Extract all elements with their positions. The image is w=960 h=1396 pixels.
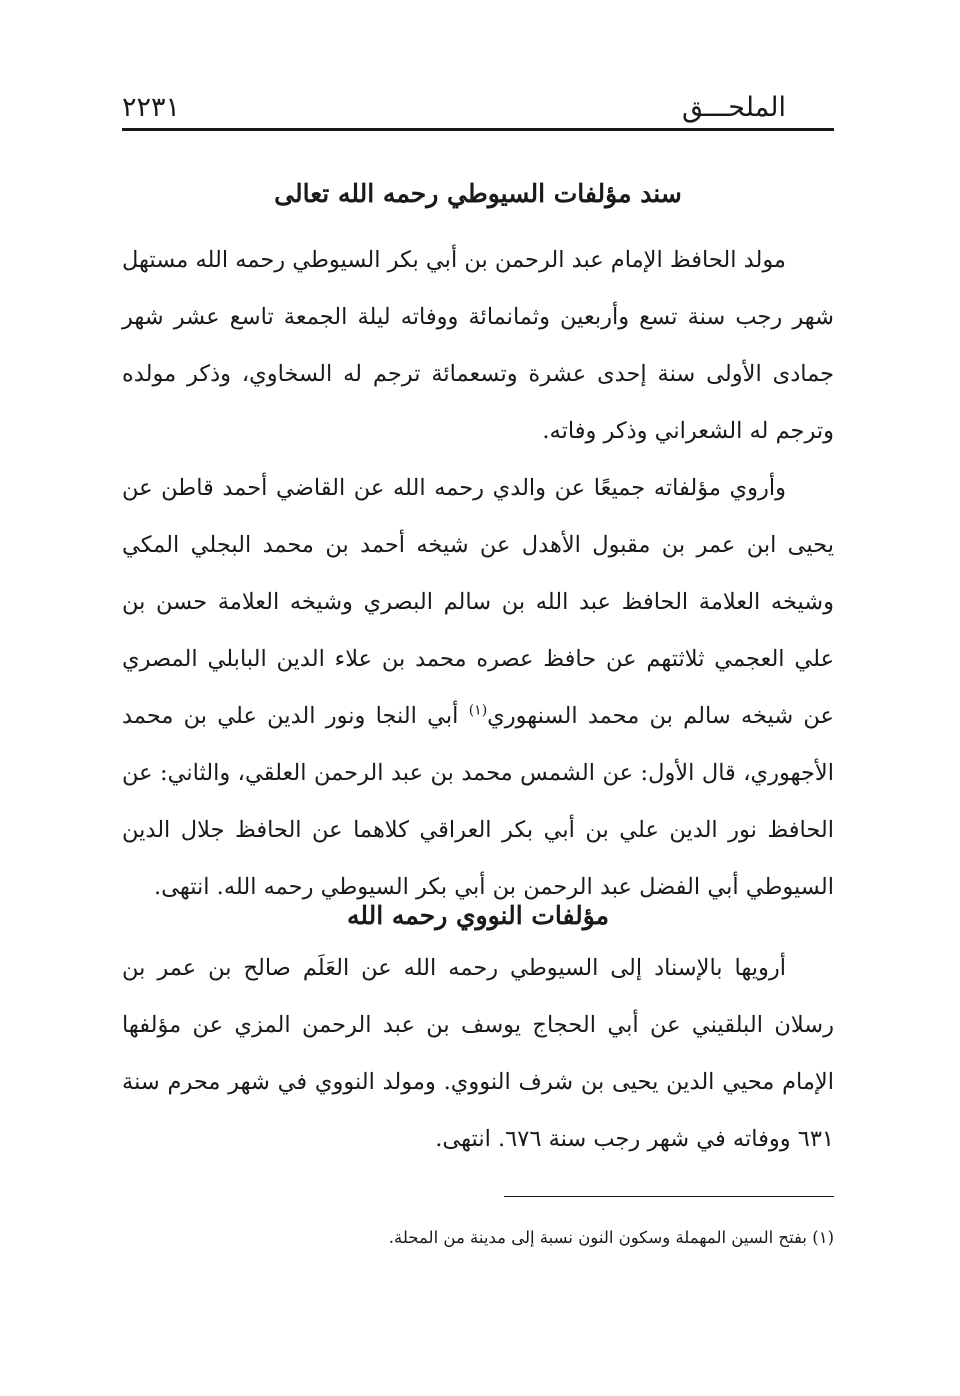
paragraph-suyuti-chain	[122, 460, 834, 916]
page-number: ٢٢٣١	[122, 92, 181, 123]
page-header	[122, 88, 834, 131]
paragraph-nawawi: أرويها بالإسناد إلى السيوطي رحمه الله عن العَلَم صالح بن عمر بن رسلان البلقيني عن أبي الحجاج يوسف بن عبد الرحمن المزي عن مؤلفها الإمام محيي الدين يحيى بن شرف النووي. ومولد النووي في شهر محرم سنة ٦٣١ ووفاته في شهر رجب سنة ٦٧٦. انتهى.	[122, 955, 834, 1152]
footnote-1: (١) بفتح السين المهملة وسكون النون نسبة إلى مدينة من المحلة.	[388, 1228, 834, 1247]
footnote-separator	[504, 1196, 834, 1197]
document-page	[122, 88, 834, 1348]
section-title-suyuti: سند مؤلفات السيوطي رحمه الله تعالى	[274, 179, 682, 208]
running-title: الملحـــق	[682, 92, 786, 123]
chain-text-after-ref: أبي النجا ونور الدين علي بن محمد الأجهوري، قال الأول: عن الشمس محمد بن عبد الرحمن العلقي، والثاني: عن الحافظ نور الدين علي بن أبي بكر العراقي كلاهما عن الحافظ جلال الدين السيوطي أبي الفضل عبد الرحمن بن أبي بكر السيوطي رحمه الله. انتهى.	[122, 703, 834, 900]
paragraph-suyuti-birth: مولد الحافظ الإمام عبد الرحمن بن أبي بكر السيوطي رحمه الله مستهل شهر رجب سنة تسع وأربعين وثمانمائة ووفاته ليلة الجمعة تاسع عشر شهر جمادى الأولى سنة إحدى عشرة وتسعمائة ترجم له السخاوي، وذكر مولده وترجم له الشعراني وذكر وفاته.	[122, 247, 834, 444]
chain-text-before-ref: وأروي مؤلفاته جميعًا عن والدي رحمه الله عن القاضي أحمد قاطن عن يحيى ابن عمر بن مقبول الأهدل عن شيخه أحمد بن محمد البجلي المكي وشيخه العلامة الحافظ عبد الله بن سالم البصري وشيخه العلامة حسن بن علي العجمي ثلاثتهم عن حافظ عصره محمد بن علاء الدين البابلي المصري عن شيخه سالم بن محمد السنهوري	[122, 475, 834, 729]
footnote-reference[interactable]: (١)	[468, 702, 488, 719]
section-title-nawawi: مؤلفات النووي رحمه الله	[346, 901, 610, 930]
